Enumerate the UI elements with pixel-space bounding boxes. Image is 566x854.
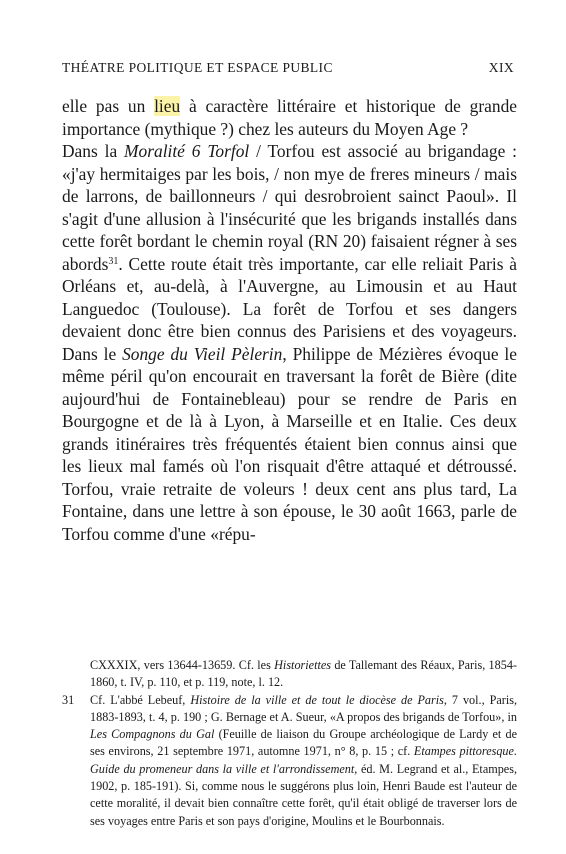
text-run: , éd. M. Legrand et al., Etampes, 1902, p. 185-191). Si, comme nous le suggérons plus loin, Henri Baude est l'auteur de cette moralité, il devait bien connaître cette forêt, qu'il était obligé de traverser lors de ses voyages entre Paris et son pays d'origine, Moulins et le Bourbonnais.	[90, 761, 517, 828]
highlighted-word: lieu	[154, 96, 181, 116]
text-run: elle pas un	[62, 96, 155, 116]
footnote-ref: 31	[108, 255, 119, 267]
main-text	[62, 95, 517, 545]
running-title: THÉATRE POLITIQUE ET ESPACE PUBLIC	[62, 60, 333, 75]
text-run: Cf. L'abbé Lebeuf,	[90, 692, 191, 707]
work-title: Songe du Vieil Pèlerin	[122, 343, 283, 364]
footnote-number: 31	[62, 692, 75, 707]
text-run: . Cette route était très importante, car elle reliait Paris à Orléans et, au-delà, à l'Auvergne, au Limousin et au Haut Languedoc (Toulouse). La forêt de Torfou et ses dangers devaient donc être bien connus des Parisiens et des voyageurs. Dans le	[62, 253, 517, 364]
footnotes	[62, 657, 517, 830]
text-run: CXXXIX, vers 13644-13659. Cf. les	[90, 658, 275, 672]
paragraph-1	[62, 95, 517, 140]
paragraph-2	[62, 140, 517, 545]
text-run: (Feuille de liaison du Groupe archéologique de Lardy et de ses environs, 21 septembre 1971, automne 1971, n° 8, p. 15 ; cf.	[90, 727, 517, 759]
running-head	[62, 60, 514, 76]
text-run: de Tallemant des Réaux, Paris, 1854-1860, t. IV, p. 110, et p. 119, note, l. 12.	[90, 658, 517, 690]
text-run: , 7 vol., Paris, 1883-1893, t. 4, p. 190 ; G. Bernage et A. Sueur, «A propos des brigands de Torfou», in	[90, 692, 518, 724]
text-run: / Torfou est associé au brigandage : «j'ay hermitaiges par les bois, / non mye de freres mineurs / mais de larrons, de baillonneurs / qui desrobroient sainct Paoul». Il s'agit d'une allusion à l'insécurité que les brigands installés dans cette forêt bordant le chemin royal (RN 20) faisaient régner à ses abords	[62, 141, 517, 274]
work-title: Etampes pittoresque. Guide du promeneur dans la ville et l'arrondissement	[90, 744, 517, 776]
footnote-continuation	[62, 657, 517, 692]
text-run: , Philippe de Mézières évoque le même péril qu'on encourait en traversant la forêt de Bière (dite aujourd'hui de Fontainebleau) pour se rendre de Paris en Bourgogne et de là à Lyon, à Marseille et en Italie. Ces deux grands itinéraires très fréquentés étaient bien connus ainsi que les lieux mal famés où l'on risquait d'être attaqué et détroussé. Torfou, vraie retraite de voleurs ! deux cent ans plus tard, La Fontaine, dans une lettre à son épouse, le 30 août 1663, parle de Torfou comme d'une «répu-	[62, 343, 517, 544]
footnote-31	[62, 692, 517, 830]
work-title: Histoire de la ville et de tout le diocèse de Paris	[190, 692, 444, 707]
page-number: XIX	[488, 60, 514, 75]
work-title: Historiettes	[274, 658, 331, 672]
work-title: Moralité 6 Torfol	[124, 141, 250, 161]
text-run: à caractère littéraire et historique de grande importance (mythique ?) chez les auteurs du Moyen Age ?	[62, 96, 517, 139]
text-run: Dans la	[62, 141, 125, 161]
work-title: Les Compagnons du Gal	[90, 727, 215, 742]
